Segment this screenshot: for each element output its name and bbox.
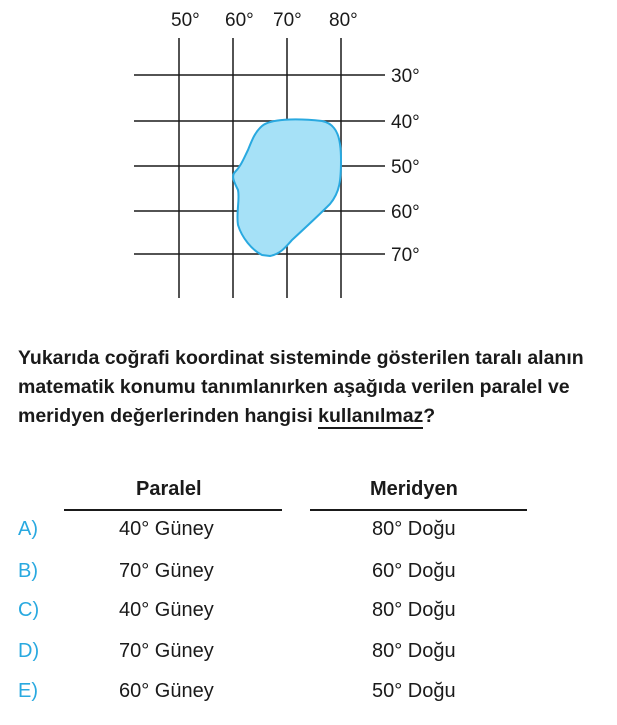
option-meridyen: 60° Doğu (372, 560, 456, 582)
header-meridyen-rule (310, 509, 527, 511)
option-row-e[interactable] (0, 680, 617, 710)
parallel-label-70: 70° (391, 245, 420, 266)
header-meridyen: Meridyen (370, 478, 458, 500)
question-mark: ? (423, 405, 436, 427)
option-letter[interactable]: D) (18, 640, 40, 662)
question-text (18, 344, 608, 431)
meridian-label-70: 70° (273, 10, 302, 31)
option-row-c[interactable] (0, 599, 617, 629)
meridian-label-80: 80° (329, 10, 358, 31)
coordinate-grid-figure (0, 0, 617, 330)
question-body: Yukarıda coğrafi koordinat sisteminde gösterilen taralı alanın matematik konumu tanımlanırken aşağıda verilen paralel ve meridyen değerlerinden hangisi (18, 347, 584, 427)
parallel-label-60: 60° (391, 202, 420, 223)
shaded-area (233, 119, 341, 256)
option-paralel: 60° Güney (119, 680, 214, 702)
parallel-label-40: 40° (391, 112, 420, 133)
option-meridyen: 80° Doğu (372, 518, 456, 540)
meridian-label-50: 50° (171, 10, 200, 31)
option-row-d[interactable] (0, 640, 617, 670)
option-letter[interactable]: A) (18, 518, 38, 540)
option-letter[interactable]: B) (18, 560, 38, 582)
option-meridyen: 50° Doğu (372, 680, 456, 702)
header-paralel-rule (64, 509, 282, 511)
option-paralel: 70° Güney (119, 560, 214, 582)
meridian-label-60: 60° (225, 10, 254, 31)
option-meridyen: 80° Doğu (372, 640, 456, 662)
option-paralel: 70° Güney (119, 640, 214, 662)
option-row-a[interactable] (0, 518, 617, 548)
option-row-b[interactable] (0, 560, 617, 590)
option-meridyen: 80° Doğu (372, 599, 456, 621)
option-letter[interactable]: E) (18, 680, 38, 702)
option-letter[interactable]: C) (18, 599, 40, 621)
question-emphasis: kullanılmaz (318, 405, 424, 427)
option-paralel: 40° Güney (119, 599, 214, 621)
parallel-label-50: 50° (391, 157, 420, 178)
parallel-label-30: 30° (391, 66, 420, 87)
header-paralel: Paralel (136, 478, 202, 500)
option-paralel: 40° Güney (119, 518, 214, 540)
